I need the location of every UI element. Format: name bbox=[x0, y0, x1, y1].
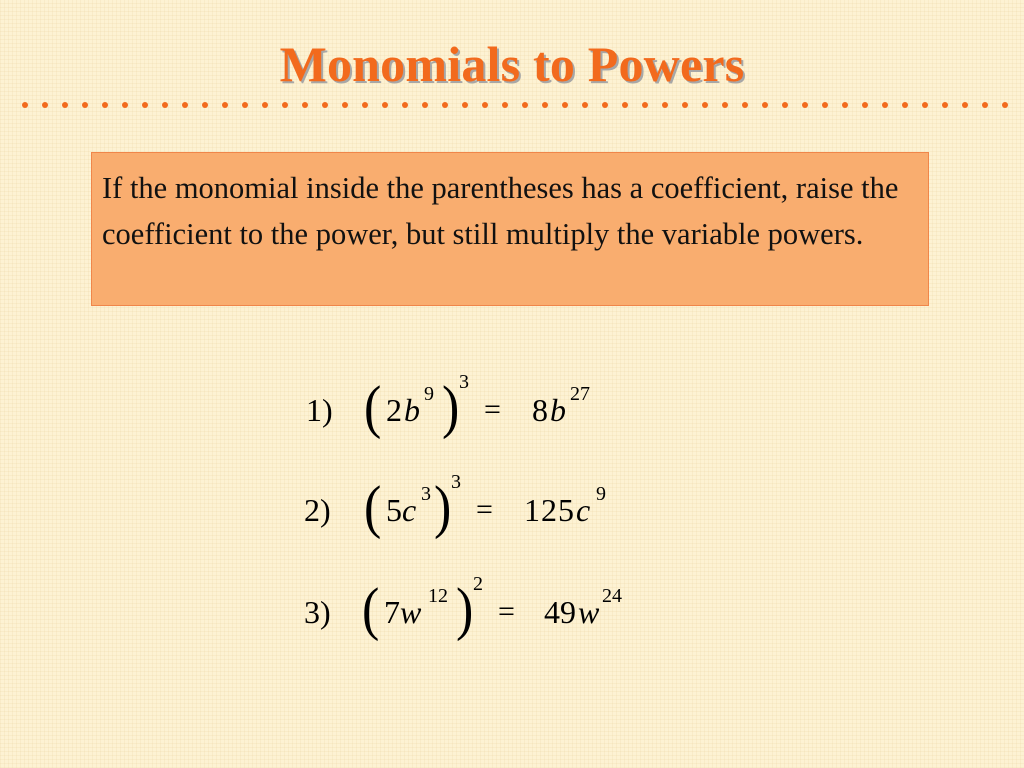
rule-callout-box bbox=[91, 152, 929, 306]
divider-dot bbox=[642, 102, 648, 108]
divider-dot bbox=[322, 102, 328, 108]
example-number: 2) bbox=[304, 492, 331, 528]
example-3 bbox=[304, 573, 674, 643]
divider-dot bbox=[402, 102, 408, 108]
divider-dot bbox=[602, 102, 608, 108]
example-2 bbox=[304, 471, 644, 541]
divider-dot bbox=[222, 102, 228, 108]
variable: b bbox=[404, 392, 420, 428]
divider-dot bbox=[882, 102, 888, 108]
divider-dot bbox=[442, 102, 448, 108]
example-1 bbox=[306, 371, 626, 441]
equals-sign: = bbox=[498, 595, 515, 628]
result-variable: c bbox=[576, 492, 591, 528]
divider-dot bbox=[522, 102, 528, 108]
open-parenthesis: ( bbox=[362, 576, 380, 643]
example-number: 3) bbox=[304, 594, 331, 630]
result-exponent: 9 bbox=[596, 483, 606, 505]
open-parenthesis: ( bbox=[364, 474, 382, 541]
divider-dot bbox=[142, 102, 148, 108]
divider-dot bbox=[562, 102, 568, 108]
coefficient: 7 bbox=[384, 594, 400, 630]
example-number: 1) bbox=[306, 392, 333, 428]
divider-dot bbox=[282, 102, 288, 108]
divider-dot bbox=[82, 102, 88, 108]
open-parenthesis: ( bbox=[364, 374, 382, 441]
close-parenthesis: ) bbox=[434, 474, 452, 541]
coefficient: 5 bbox=[386, 492, 402, 528]
divider-dot bbox=[782, 102, 788, 108]
divider-dot bbox=[862, 102, 868, 108]
dotted-divider bbox=[20, 100, 1016, 110]
result-coefficient: 8 bbox=[532, 392, 548, 428]
divider-dot bbox=[762, 102, 768, 108]
divider-dot bbox=[662, 102, 668, 108]
divider-dot bbox=[742, 102, 748, 108]
divider-dot bbox=[302, 102, 308, 108]
divider-dot bbox=[122, 102, 128, 108]
result-variable: w bbox=[578, 594, 600, 630]
divider-dot bbox=[702, 102, 708, 108]
close-parenthesis: ) bbox=[456, 576, 474, 643]
result-coefficient: 125 bbox=[524, 492, 575, 528]
divider-dot bbox=[462, 102, 468, 108]
divider-dot bbox=[822, 102, 828, 108]
equals-sign: = bbox=[484, 393, 501, 426]
divider-dot bbox=[242, 102, 248, 108]
divider-dot bbox=[802, 102, 808, 108]
divider-dot bbox=[362, 102, 368, 108]
divider-dot bbox=[102, 102, 108, 108]
equals-sign: = bbox=[476, 493, 493, 526]
rule-text: If the monomial inside the parentheses has a coefficient, raise the coefficient to the power, but still multiply the variable powers. bbox=[102, 171, 899, 251]
divider-dot bbox=[422, 102, 428, 108]
divider-dot bbox=[382, 102, 388, 108]
slide-title: Monomials to Powers bbox=[279, 36, 745, 92]
divider-dot bbox=[482, 102, 488, 108]
coefficient: 2 bbox=[386, 392, 402, 428]
divider-dot bbox=[722, 102, 728, 108]
divider-dot bbox=[682, 102, 688, 108]
divider-dot bbox=[582, 102, 588, 108]
divider-dot bbox=[962, 102, 968, 108]
divider-dot bbox=[42, 102, 48, 108]
result-coefficient: 49 bbox=[544, 594, 576, 630]
inner-exponent: 9 bbox=[424, 383, 434, 405]
divider-dot bbox=[622, 102, 628, 108]
divider-dot bbox=[942, 102, 948, 108]
divider-dot bbox=[342, 102, 348, 108]
result-exponent: 27 bbox=[570, 383, 590, 405]
divider-dot bbox=[162, 102, 168, 108]
divider-dot bbox=[922, 102, 928, 108]
divider-dot bbox=[502, 102, 508, 108]
divider-dot bbox=[542, 102, 548, 108]
divider-dot bbox=[842, 102, 848, 108]
outer-exponent: 3 bbox=[451, 471, 461, 493]
divider-dot bbox=[22, 102, 28, 108]
inner-exponent: 12 bbox=[428, 585, 448, 607]
divider-dot bbox=[62, 102, 68, 108]
result-exponent: 24 bbox=[602, 585, 622, 607]
variable: c bbox=[402, 492, 417, 528]
result-variable: b bbox=[550, 392, 566, 428]
outer-exponent: 3 bbox=[459, 371, 469, 393]
divider-dot bbox=[262, 102, 268, 108]
divider-dot bbox=[902, 102, 908, 108]
divider-dot bbox=[202, 102, 208, 108]
inner-exponent: 3 bbox=[421, 483, 431, 505]
outer-exponent: 2 bbox=[473, 573, 483, 595]
close-parenthesis: ) bbox=[442, 374, 460, 441]
variable: w bbox=[400, 594, 422, 630]
divider-dot bbox=[182, 102, 188, 108]
divider-dot bbox=[982, 102, 988, 108]
divider-dot bbox=[1002, 102, 1008, 108]
